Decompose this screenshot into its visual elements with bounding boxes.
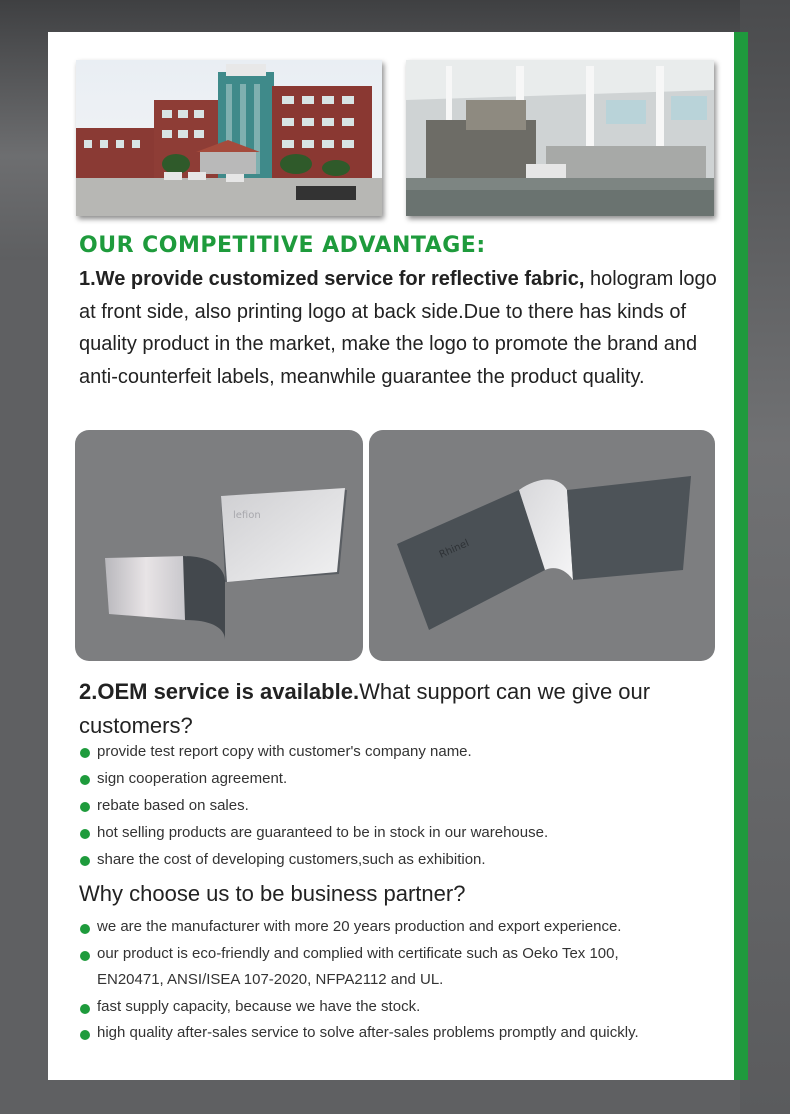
- list-item: sign cooperation agreement.: [79, 765, 709, 792]
- bullet-dot-icon: [80, 1030, 90, 1040]
- advantage-paragraph: [79, 263, 719, 393]
- bullet-dot-icon: [80, 829, 90, 839]
- list-item: provide test report copy with customer's company name.: [79, 738, 709, 765]
- oem-heading: [79, 675, 709, 743]
- section-heading: OUR COMPETITIVE ADVANTAGE:: [79, 233, 486, 258]
- reflective-tape-photo-front: [75, 430, 363, 661]
- list-item: rebate based on sales.: [79, 792, 709, 819]
- oem-question: What support can we give our customers?: [79, 679, 651, 738]
- bullet-dot-icon: [80, 775, 90, 785]
- bullet-dot-icon: [80, 748, 90, 758]
- list-item: hot selling products are guaranteed to be in stock in our warehouse.: [79, 819, 709, 846]
- list-item: our product is eco-friendly and complied with certificate such as Oeko Tex 100, EN20471, ANSI/ISEA 107-2020, NFPA2112 and UL.: [79, 941, 709, 994]
- list-item: we are the manufacturer with more 20 years production and export experience.: [79, 914, 709, 941]
- advantage-lead: 1.We provide customized service for reflective fabric,: [79, 268, 585, 290]
- bullet-dot-icon: [80, 951, 90, 961]
- bullet-dot-icon: [80, 856, 90, 866]
- factory-building-photo: [76, 60, 382, 216]
- list-item: fast supply capacity, because we have the stock.: [79, 994, 709, 1021]
- why-choose-heading: Why choose us to be business partner?: [79, 881, 466, 906]
- list-item: high quality after-sales service to solve after-sales problems promptly and quickly.: [79, 1020, 709, 1047]
- accent-side-bar: [734, 32, 748, 1080]
- tape-print-text: Rhinel: [437, 537, 471, 561]
- why-choose-list: [79, 914, 709, 1047]
- bullet-dot-icon: [80, 802, 90, 812]
- factory-interior-photo: [406, 60, 714, 216]
- list-item: share the cost of developing customers,such as exhibition.: [79, 846, 709, 873]
- advantage-body: hologram logo at front side, also printing logo at back side.Due to there has kinds of quality product in the market, make the logo to promote the brand and anti-counterfeit labels, meanwhile guarantee the product quality.: [79, 268, 717, 388]
- bullet-dot-icon: [80, 1004, 90, 1014]
- tape-print-text: lefion: [233, 510, 261, 521]
- bullet-dot-icon: [80, 924, 90, 934]
- reflective-tape-photo-back: [369, 430, 715, 661]
- oem-support-list: [79, 738, 709, 873]
- oem-lead: 2.OEM service is available.: [79, 679, 360, 704]
